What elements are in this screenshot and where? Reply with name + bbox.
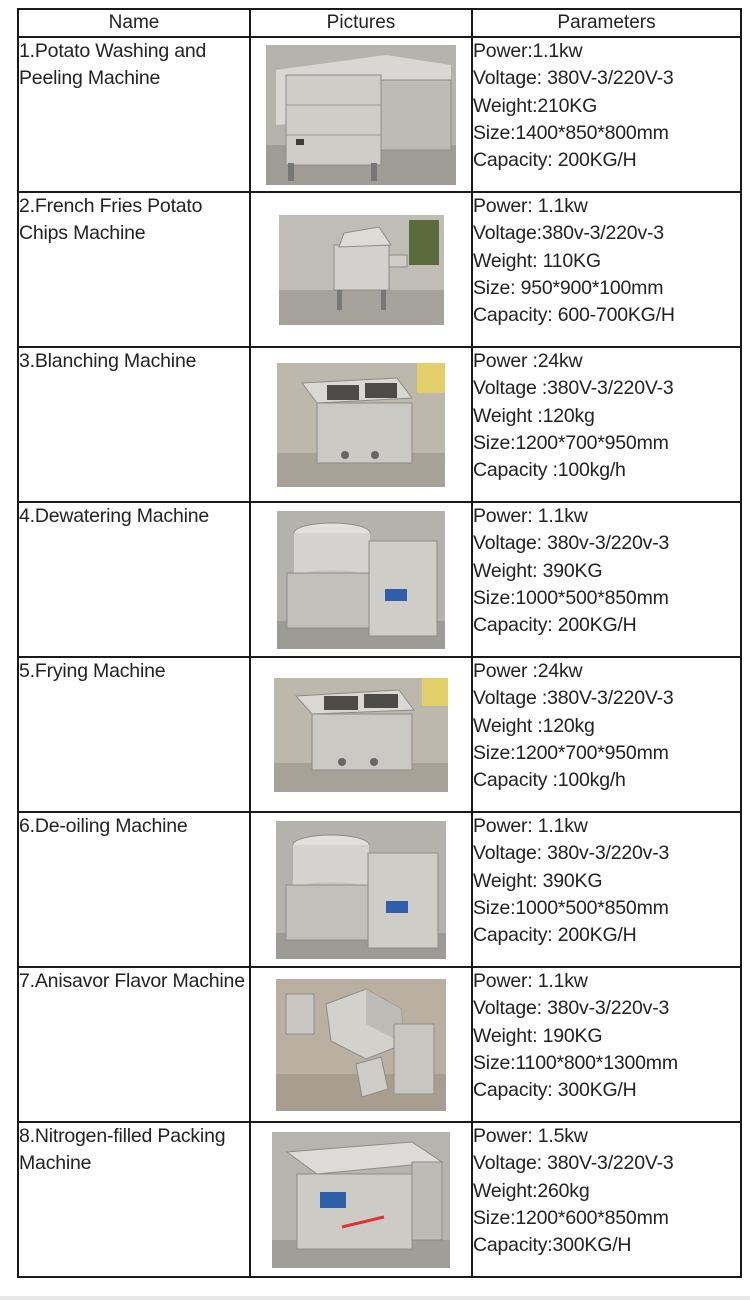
param-size: Size:1200*700*950mm	[473, 431, 669, 454]
param-capacity: Capacity :100kg/h	[473, 769, 626, 792]
param-voltage: Voltage: 380v-3/220v-3	[473, 532, 670, 555]
machine-picture-cell	[250, 1122, 472, 1277]
chips-cutter-machine-photo	[279, 215, 444, 325]
machine-name: 2.French Fries Potato Chips Machine	[18, 192, 250, 347]
param-size: Size: 950*900*100mm	[473, 276, 664, 299]
table-row	[18, 657, 741, 812]
param-voltage: Voltage: 380v-3/220v-3	[473, 997, 670, 1020]
param-weight: Weight:210KG	[473, 94, 598, 117]
param-power: Power: 1.1kw	[473, 505, 588, 527]
machine-picture-cell	[250, 502, 472, 657]
param-size: Size:1000*500*850mm	[473, 896, 669, 919]
machine-picture-cell	[250, 347, 472, 502]
header-pictures: Pictures	[250, 9, 472, 37]
machine-name: 5.Frying Machine	[18, 657, 250, 812]
table-row	[18, 812, 741, 967]
machine-name: 3.Blanching Machine	[18, 347, 250, 502]
machine-params	[472, 1122, 741, 1277]
param-size: Size:1400*850*800mm	[473, 121, 669, 144]
param-capacity: Capacity: 200KG/H	[473, 149, 637, 172]
packing-machine-photo	[272, 1132, 450, 1268]
page-bottom-edge	[0, 1296, 750, 1300]
washing-peeling-machine-photo	[266, 45, 456, 185]
param-power: Power :24kw	[473, 350, 583, 372]
header-name: Name	[18, 9, 250, 37]
dewatering-machine-photo	[277, 511, 445, 649]
machine-params	[472, 502, 741, 657]
param-voltage: Voltage :380V-3/220V-3	[473, 687, 674, 710]
param-power: Power: 1.1kw	[473, 815, 588, 837]
param-power: Power: 1.1kw	[473, 970, 588, 992]
param-capacity: Capacity :100kg/h	[473, 459, 626, 482]
de-oiling-machine-photo	[276, 821, 446, 959]
param-power: Power: 1.5kw	[473, 1125, 588, 1147]
machine-picture-cell	[250, 192, 472, 347]
table-row	[18, 1122, 741, 1277]
table-row	[18, 192, 741, 347]
param-weight: Weight:260kg	[473, 1179, 590, 1202]
table-row	[18, 967, 741, 1122]
machine-params	[472, 347, 741, 502]
param-capacity: Capacity: 200KG/H	[473, 614, 637, 637]
param-size: Size:1200*600*850mm	[473, 1206, 669, 1229]
param-voltage: Voltage:380v-3/220v-3	[473, 222, 664, 245]
machine-params	[472, 967, 741, 1122]
param-weight: Weight: 110KG	[473, 249, 601, 272]
param-voltage: Voltage: 380v-3/220v-3	[473, 842, 670, 865]
machine-params	[472, 192, 741, 347]
machine-picture-cell	[250, 37, 472, 192]
machine-name: 1.Potato Washing and Peeling Machine	[18, 37, 250, 192]
param-weight: Weight: 390KG	[473, 559, 603, 582]
param-power: Power: 1.1kw	[473, 195, 588, 217]
machine-name: 8.Nitrogen-filled Packing Machine	[18, 1122, 250, 1277]
machine-name: 6.De-oiling Machine	[18, 812, 250, 967]
table-row	[18, 347, 741, 502]
param-size: Size:1100*800*1300mm	[473, 1051, 678, 1074]
machine-picture-cell	[250, 967, 472, 1122]
table-header-row	[18, 9, 741, 37]
param-weight: Weight: 390KG	[473, 869, 603, 892]
param-weight: Weight: 190KG	[473, 1024, 603, 1047]
header-parameters: Parameters	[472, 9, 741, 37]
param-capacity: Capacity: 300KG/H	[473, 1079, 637, 1102]
param-capacity: Capacity: 600-700KG/H	[473, 304, 675, 327]
machine-params	[472, 812, 741, 967]
param-size: Size:1200*700*950mm	[473, 741, 669, 764]
machine-params	[472, 657, 741, 812]
blanching-machine-photo	[277, 363, 445, 487]
param-size: Size:1000*500*850mm	[473, 586, 669, 609]
param-weight: Weight :120kg	[473, 404, 595, 427]
param-capacity: Capacity:300KG/H	[473, 1234, 632, 1257]
machine-picture-cell	[250, 657, 472, 812]
machine-picture-cell	[250, 812, 472, 967]
param-voltage: Voltage :380V-3/220V-3	[473, 377, 674, 400]
machine-spec-table	[17, 8, 742, 1278]
frying-machine-photo	[274, 678, 448, 792]
flavor-machine-photo	[276, 979, 446, 1111]
param-capacity: Capacity: 200KG/H	[473, 924, 637, 947]
param-weight: Weight :120kg	[473, 714, 595, 737]
param-voltage: Voltage: 380V-3/220V-3	[473, 67, 674, 90]
param-voltage: Voltage: 380V-3/220V-3	[473, 1152, 674, 1175]
table-row	[18, 502, 741, 657]
machine-params	[472, 37, 741, 192]
param-power: Power:1.1kw	[473, 40, 583, 62]
machine-name: 7.Anisavor Flavor Machine	[18, 967, 250, 1122]
machine-name: 4.Dewatering Machine	[18, 502, 250, 657]
table-row	[18, 37, 741, 192]
param-power: Power :24kw	[473, 660, 583, 682]
